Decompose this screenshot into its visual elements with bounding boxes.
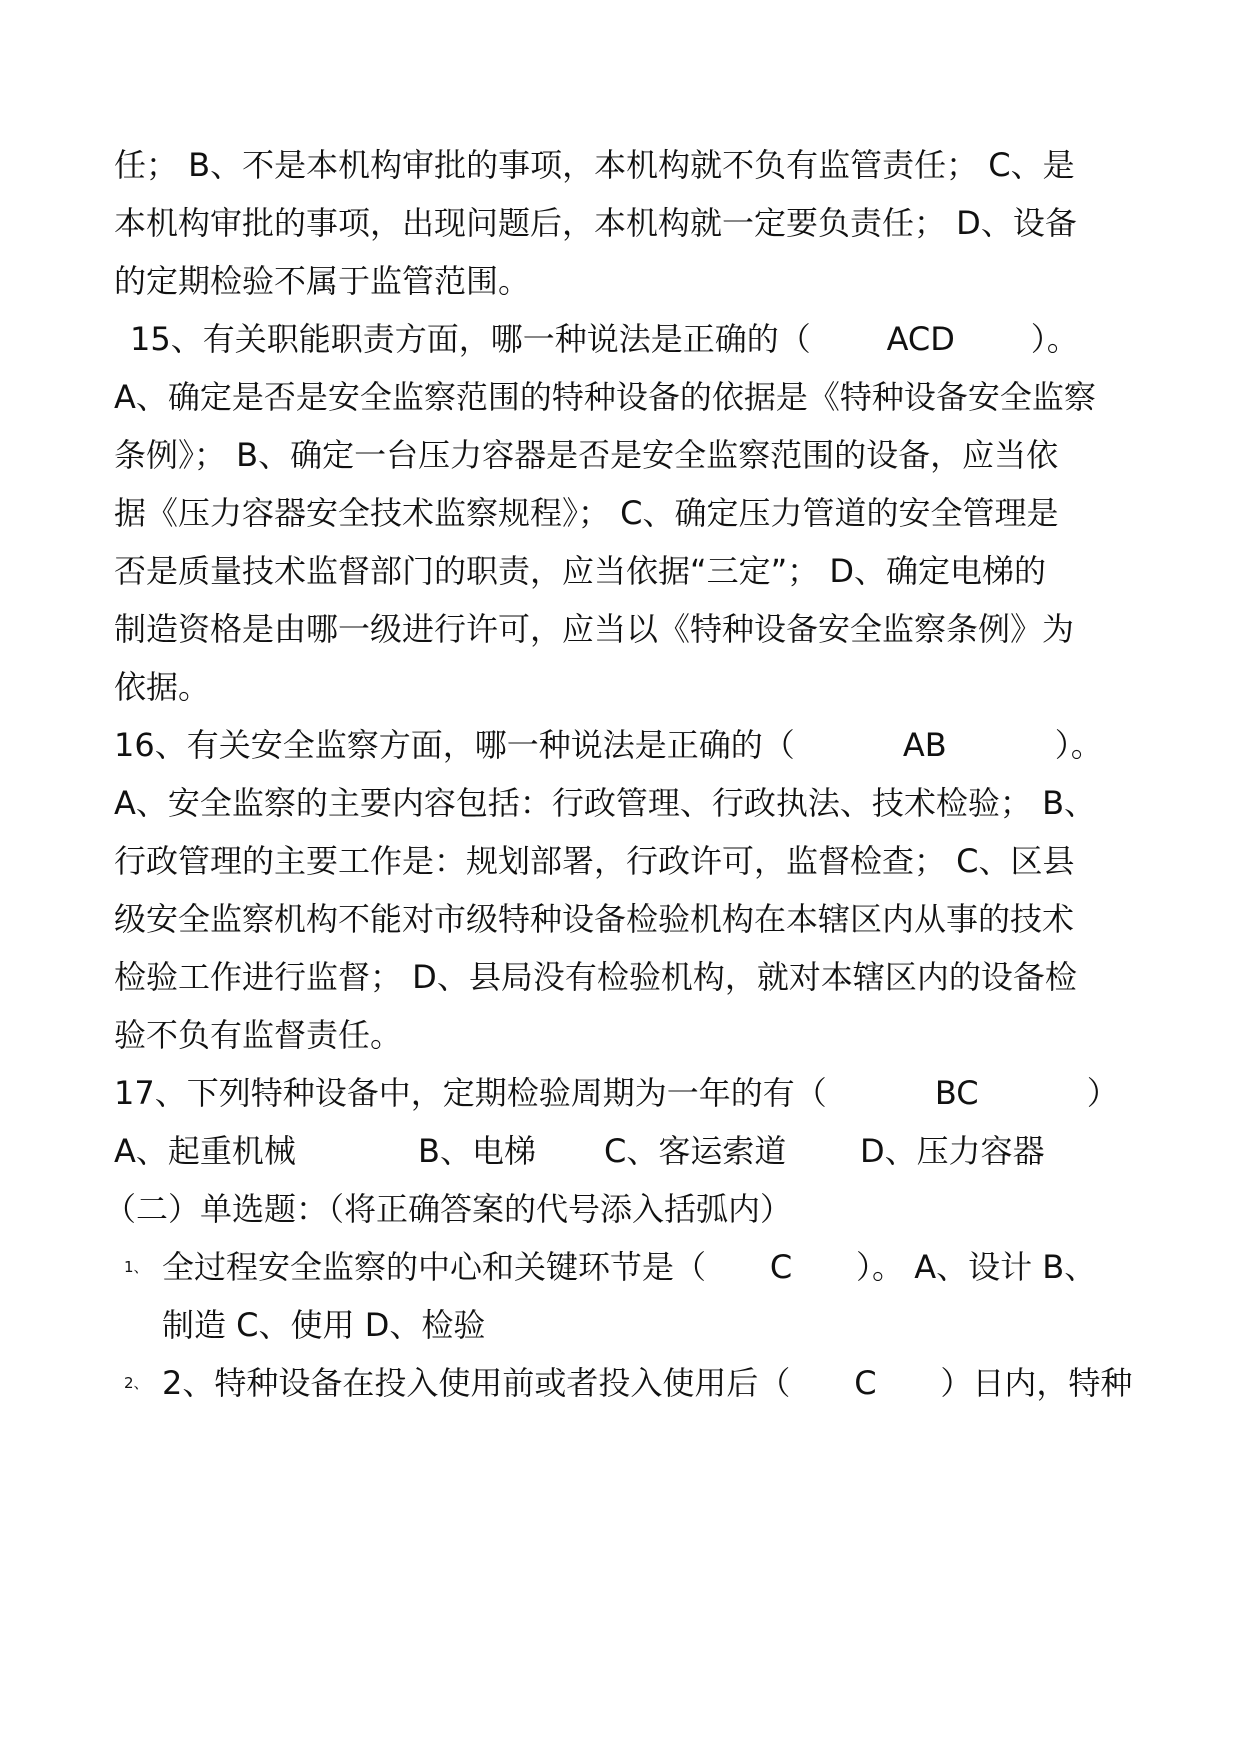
q14-line-2: 本机构审批的事项，出现问题后，本机构就一定要负责任； D、设备 [114,204,1077,242]
q15-option-line-1: A、确定是否是安全监察范围的特种设备的依据是《特种设备安全监察 [114,378,1096,416]
q15-answer: ACD [886,320,955,358]
section-heading: （二）单选题：（将正确答案的代号添入括弧内） [104,1190,793,1228]
q17-option-c: C、客运索道 [604,1132,787,1170]
q16-answer: AB [902,726,947,764]
q17-stem-text: 17、下列特种设备中，定期检验周期为一年的有（ [114,1074,827,1112]
q17-stem-close: ） [1086,1074,1119,1112]
s2-list-marker: 2、 [124,1374,149,1392]
q17-option-a: A、起重机械 [114,1132,296,1170]
q16-stem [114,720,1103,770]
q16-option-line-3: 级安全监察机构不能对市级特种设备检验机构在本辖区内从事的技术 [114,900,1075,938]
q14-line-1: 任； B、不是本机构审批的事项，本机构就不负有监管责任； C、是 [114,146,1075,184]
s2-stem [162,1358,1132,1408]
q17-option-b: B、电梯 [418,1132,536,1170]
s2-answer: C [854,1364,877,1402]
q15-stem [130,314,1079,364]
q14-line-3: 的定期检验不属于监管范围。 [114,262,531,300]
s1-stem [162,1242,1096,1292]
q16-option-line-1: A、安全监察的主要内容包括：行政管理、行政执法、技术检验； B、 [114,784,1097,822]
s1-stem-close: ）。 A、设计 B、 [856,1248,1097,1286]
q15-option-line-2: 条例》； B、确定一台压力容器是否是安全监察范围的设备，应当依 [114,436,1059,474]
q15-stem-text: 15、有关职能职责方面，哪一种说法是正确的（ [130,320,811,358]
q16-option-line-2: 行政管理的主要工作是：规划部署，行政许可，监督检查； C、区县 [114,842,1075,880]
s1-option-line: 制造 C、使用 D、检验 [162,1306,486,1344]
q16-stem-close: ）。 [1054,726,1103,764]
s2-stem-close: ）日内，特种 [940,1364,1133,1402]
q15-stem-close: ）。 [1030,320,1079,358]
s1-answer: C [769,1248,793,1286]
q15-option-line-5: 制造资格是由哪一级进行许可，应当以《特种设备安全监察条例》为 [114,610,1075,648]
q16-option-line-5: 验不负有监督责任。 [114,1016,403,1054]
s1-list-marker: 1、 [124,1258,149,1276]
q15-option-line-4: 否是质量技术监督部门的职责，应当依据“三定”； D、确定电梯的 [114,552,1046,590]
s2-stem-text: 2、特种设备在投入使用前或者投入使用后（ [162,1364,791,1402]
q15-option-line-3: 据《压力容器安全技术监察规程》； C、确定压力管道的安全管理是 [114,494,1059,532]
s1-stem-text: 全过程安全监察的中心和关键环节是（ [162,1248,707,1286]
q16-option-line-4: 检验工作进行监督； D、县局没有检验机构，就对本辖区内的设备检 [114,958,1077,996]
q17-answer: BC [934,1074,979,1112]
q17-option-d: D、压力容器 [860,1132,1045,1170]
q16-stem-text: 16、有关安全监察方面，哪一种说法是正确的（ [114,726,795,764]
q15-option-line-6: 依据。 [114,668,211,706]
q17-stem [114,1068,1119,1118]
